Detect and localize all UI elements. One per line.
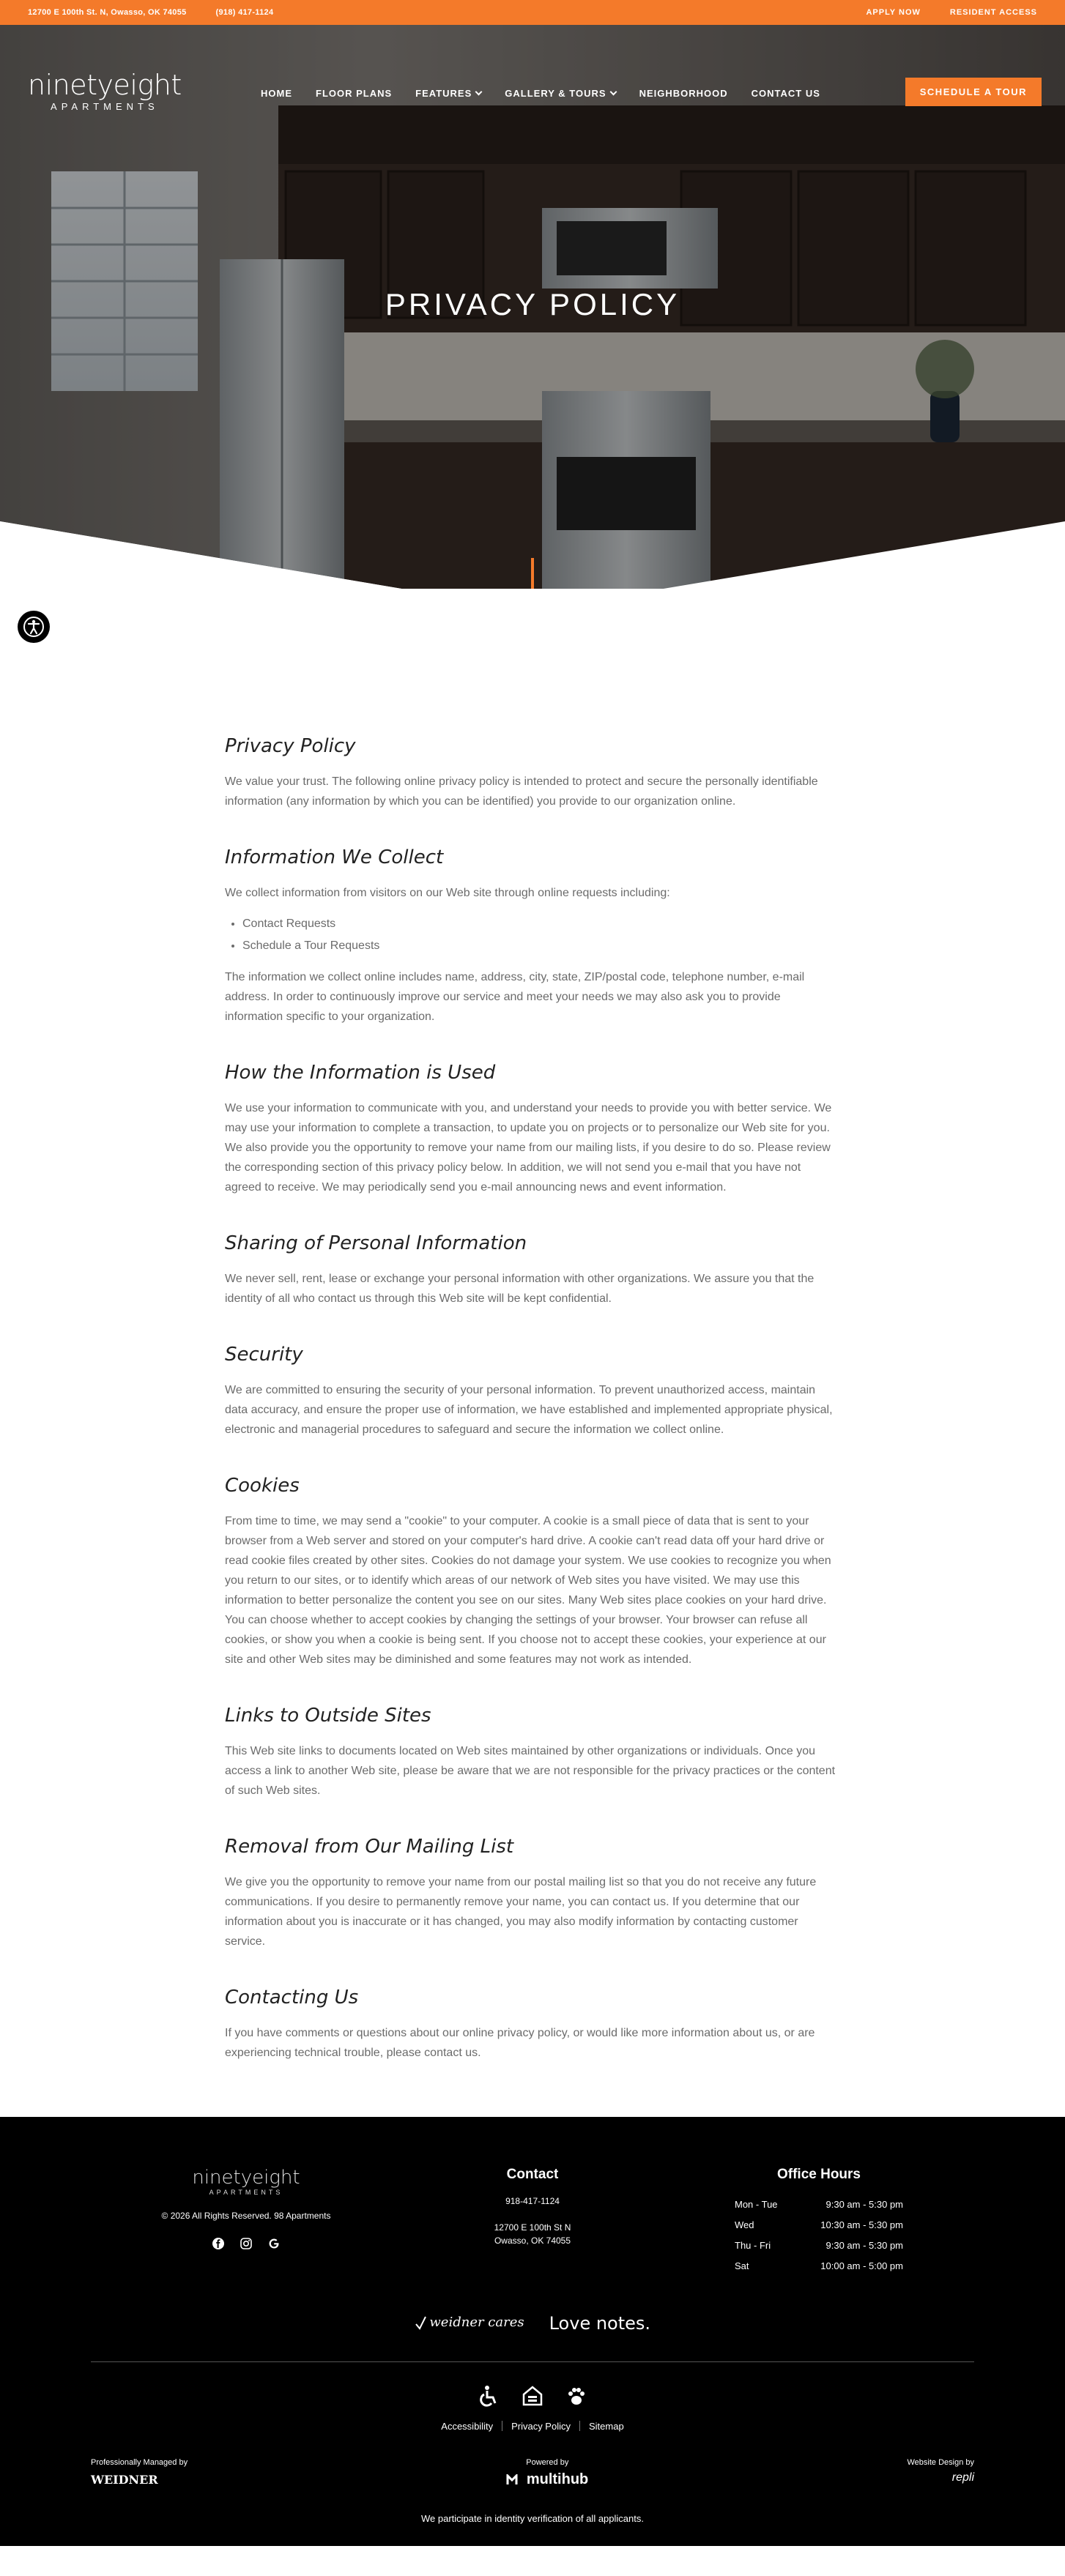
accessibility-widget-button[interactable] bbox=[18, 611, 50, 643]
footer-contact bbox=[415, 2167, 650, 2277]
section-heading: Cookies bbox=[225, 1475, 300, 1497]
managed-by bbox=[91, 2458, 188, 2487]
footer-logo-wordmark: ninetyeight bbox=[192, 2167, 300, 2189]
sitemap-link[interactable]: Sitemap bbox=[589, 2421, 624, 2432]
section-paragraph: From time to time, we may send a "cookie" to your computer. A cookie is a small piece of data that is sent to your browser from a Web server and stored on your computer's hard drive. A cookie can't read data off your hard drive or read cookie files created by other sites. Cookies do not damage your system. We use cookies to recognize you when you return to our sites, or to identify which areas of our network of Web sites you have visited. We may use this information to better personalize the content you see on our sites. Many Web sites place cookies on your hard drive. You can choose whether to accept cookies by changing the settings of your browser. Your browser can refuse all cookies, or show you when a cookie is being sent. If you choose not to accept these cookies, your experience at our site and other Web sites may be diminished and some features may not work as intended. bbox=[225, 1515, 831, 1666]
hours-row bbox=[735, 2215, 903, 2236]
section-paragraph: We value your trust. The following online privacy policy is intended to protect and secure the personally identifiable information (any information by which you can be identified) you provide to our organization online. bbox=[225, 775, 818, 808]
compliance-icons bbox=[0, 2384, 1065, 2408]
hours-day: Sat bbox=[735, 2260, 749, 2271]
weidner-logo[interactable]: WEIDNER bbox=[91, 2473, 158, 2487]
site-logo[interactable] bbox=[28, 70, 182, 112]
hours-time: 10:00 am - 5:00 pm bbox=[820, 2260, 903, 2271]
section-paragraph: We are committed to ensuring the security of your personal information. To prevent unauthorized access, maintain data accuracy, and ensure the proper use of information, we have established and implemented appropriate physical, electronic and managerial procedures to safeguard and secure the information we collect online. bbox=[225, 1384, 833, 1436]
google-icon[interactable] bbox=[267, 2237, 281, 2250]
wheelchair-icon bbox=[477, 2384, 500, 2408]
footer-phone[interactable]: 918-417-1124 bbox=[505, 2196, 560, 2206]
footer-address-line2[interactable]: Owasso, OK 74055 bbox=[494, 2236, 571, 2246]
design-label: Website Design by bbox=[907, 2458, 974, 2467]
section-paragraph: If you have comments or questions about our online privacy policy, or would like more information about us, or are experiencing technical trouble, please contact us. bbox=[225, 2027, 815, 2059]
nav-neighborhood[interactable] bbox=[639, 88, 728, 99]
nav-label: FLOOR PLANS bbox=[316, 88, 393, 99]
accessibility-link[interactable]: Accessibility bbox=[441, 2421, 494, 2432]
weidner-cares-text: weidner cares bbox=[429, 2315, 524, 2331]
address-link[interactable]: 12700 E 100th St. N, Owasso, OK 74055 bbox=[28, 8, 187, 17]
section-paragraph: This Web site links to documents located on Web sites maintained by other organizations or individuals. Once you access a link to another Web site, please be aware that we are not responsible for the privacy practices or the content of such Web sites. bbox=[225, 1745, 836, 1797]
pet-friendly-icon bbox=[565, 2384, 588, 2408]
love-notes-logo[interactable] bbox=[549, 2315, 650, 2332]
apply-now-link[interactable]: APPLY NOW bbox=[866, 8, 921, 17]
schedule-tour-button[interactable]: SCHEDULE A TOUR bbox=[905, 78, 1042, 106]
hours-heading: Office Hours bbox=[776, 2167, 861, 2182]
nav-features[interactable] bbox=[415, 88, 481, 99]
footer-address-line1[interactable]: 12700 E 100th St N bbox=[494, 2222, 571, 2233]
nav-label: GALLERY & TOURS bbox=[505, 88, 606, 99]
multihub-logo[interactable] bbox=[506, 2471, 588, 2488]
nav-gallery-tours[interactable] bbox=[505, 88, 615, 99]
section-heading: Removal from Our Mailing List bbox=[225, 1836, 514, 1858]
section-paragraph: We use your information to communicate with you, and understand your needs to provide you with better service. We may use your information to complete a transaction, to update you on projects or to personalize our Web site for you. We also provide you the opportunity to remove your name from our mailing lists, if you desire to do so. Please review the corresponding section of this privacy policy below. In addition, we will not send you e-mail that you have not agreed to receive. We may periodically send you e-mail announcing news and event information. bbox=[225, 1102, 832, 1194]
weidner-cares-logo[interactable] bbox=[415, 2315, 524, 2331]
nav-label: FEATURES bbox=[415, 88, 472, 99]
hero-divider-line bbox=[531, 558, 534, 589]
design-by bbox=[907, 2458, 974, 2484]
hours-row bbox=[735, 2195, 903, 2215]
powered-label: Powered by bbox=[526, 2458, 569, 2467]
section-heading: Information We Collect bbox=[225, 846, 444, 868]
hours-day: Thu - Fri bbox=[735, 2240, 771, 2251]
hours-day: Wed bbox=[735, 2219, 754, 2230]
section-heading: Security bbox=[225, 1344, 303, 1366]
partner-logos bbox=[0, 2315, 1065, 2332]
section-paragraph: We never sell, rent, lease or exchange your personal information with other organizations. We assure you that the identity of all who contact us through this Web site will be kept confidential. bbox=[225, 1273, 814, 1305]
section-paragraph: We give you the opportunity to remove your name from our postal mailing list so that you do not receive any future communications. If you desire to permanently remove your name, you can contact us. If you determine that our information about you is inaccurate or it has changed, you may also modify information by contacting customer service. bbox=[225, 1876, 817, 1948]
footer-logo[interactable] bbox=[129, 2167, 363, 2196]
section-heading: Privacy Policy bbox=[225, 735, 356, 757]
nav-floor-plans[interactable] bbox=[316, 88, 392, 99]
footer-brand bbox=[129, 2167, 363, 2277]
hours-day: Mon - Tue bbox=[735, 2199, 778, 2210]
section-paragraph: The information we collect online includes name, address, city, state, ZIP/postal code, telephone number, e-mail address. In order to continuously improve our service and meet your needs we may also ask you to provide information specific to your organization. bbox=[225, 971, 805, 1023]
powered-by bbox=[506, 2458, 588, 2488]
love-notes-text: Love notes. bbox=[549, 2313, 651, 2334]
contact-heading: Contact bbox=[506, 2167, 559, 2182]
facebook-icon[interactable] bbox=[212, 2237, 225, 2250]
section-heading: Contacting Us bbox=[225, 1987, 359, 2009]
repli-logo[interactable]: repli bbox=[951, 2471, 974, 2484]
hero bbox=[0, 25, 1065, 589]
footer-hours bbox=[702, 2167, 936, 2277]
main-nav bbox=[261, 88, 820, 99]
logo-subtitle: APARTMENTS bbox=[51, 101, 159, 112]
section-heading: Links to Outside Sites bbox=[225, 1705, 431, 1727]
multihub-icon bbox=[506, 2474, 522, 2486]
hours-row bbox=[735, 2256, 903, 2277]
managed-label: Professionally Managed by bbox=[91, 2458, 188, 2467]
section-paragraph: We collect information from visitors on our Web site through online requests including: bbox=[225, 887, 670, 899]
hours-table bbox=[735, 2195, 903, 2277]
main-header bbox=[0, 50, 1065, 138]
nav-label: NEIGHBORHOOD bbox=[639, 88, 728, 99]
section-heading: Sharing of Personal Information bbox=[225, 1232, 527, 1254]
nav-label: HOME bbox=[261, 88, 292, 99]
resident-access-link[interactable]: RESIDENT ACCESS bbox=[949, 8, 1037, 17]
footer-links bbox=[0, 2421, 1065, 2432]
top-bar bbox=[0, 0, 1065, 25]
multihub-text: multihub bbox=[526, 2471, 589, 2487]
hours-time: 9:30 am - 5:30 pm bbox=[825, 2240, 903, 2251]
hours-time: 10:30 am - 5:30 pm bbox=[820, 2219, 903, 2230]
footer-logo-subtitle: APARTMENTS bbox=[209, 2189, 283, 2196]
identity-verification-note: We participate in identity verification of all applicants. bbox=[421, 2513, 644, 2524]
section-heading: How the Information is Used bbox=[225, 1062, 496, 1084]
instagram-icon[interactable] bbox=[240, 2237, 253, 2250]
hours-time: 9:30 am - 5:30 pm bbox=[825, 2199, 903, 2210]
list-item: • Schedule a Tour Requests bbox=[242, 935, 840, 957]
logo-wordmark: ninetyeight bbox=[28, 69, 182, 101]
chevron-down-icon bbox=[609, 89, 617, 96]
footer-credits bbox=[91, 2458, 974, 2488]
nav-home[interactable] bbox=[261, 88, 292, 99]
privacy-content bbox=[225, 589, 840, 2117]
hours-row bbox=[735, 2236, 903, 2256]
copyright: © 2026 All Rights Reserved. 98 Apartments bbox=[161, 2211, 331, 2221]
page-title: PRIVACY POLICY bbox=[385, 287, 680, 321]
list-item: • Contact Requests bbox=[242, 913, 840, 935]
privacy-policy-link[interactable]: Privacy Policy bbox=[511, 2421, 571, 2432]
site-footer bbox=[0, 2117, 1065, 2546]
accessibility-icon bbox=[23, 616, 45, 638]
phone-link[interactable]: (918) 417-1124 bbox=[215, 8, 274, 17]
nav-label: CONTACT US bbox=[751, 88, 820, 99]
chevron-down-icon bbox=[475, 89, 483, 96]
heart-check-icon bbox=[415, 2315, 426, 2331]
footer-divider bbox=[91, 2361, 974, 2362]
nav-contact-us[interactable] bbox=[752, 88, 820, 99]
equal-housing-icon bbox=[521, 2384, 544, 2408]
collect-list bbox=[242, 913, 840, 957]
social-links bbox=[129, 2237, 363, 2250]
